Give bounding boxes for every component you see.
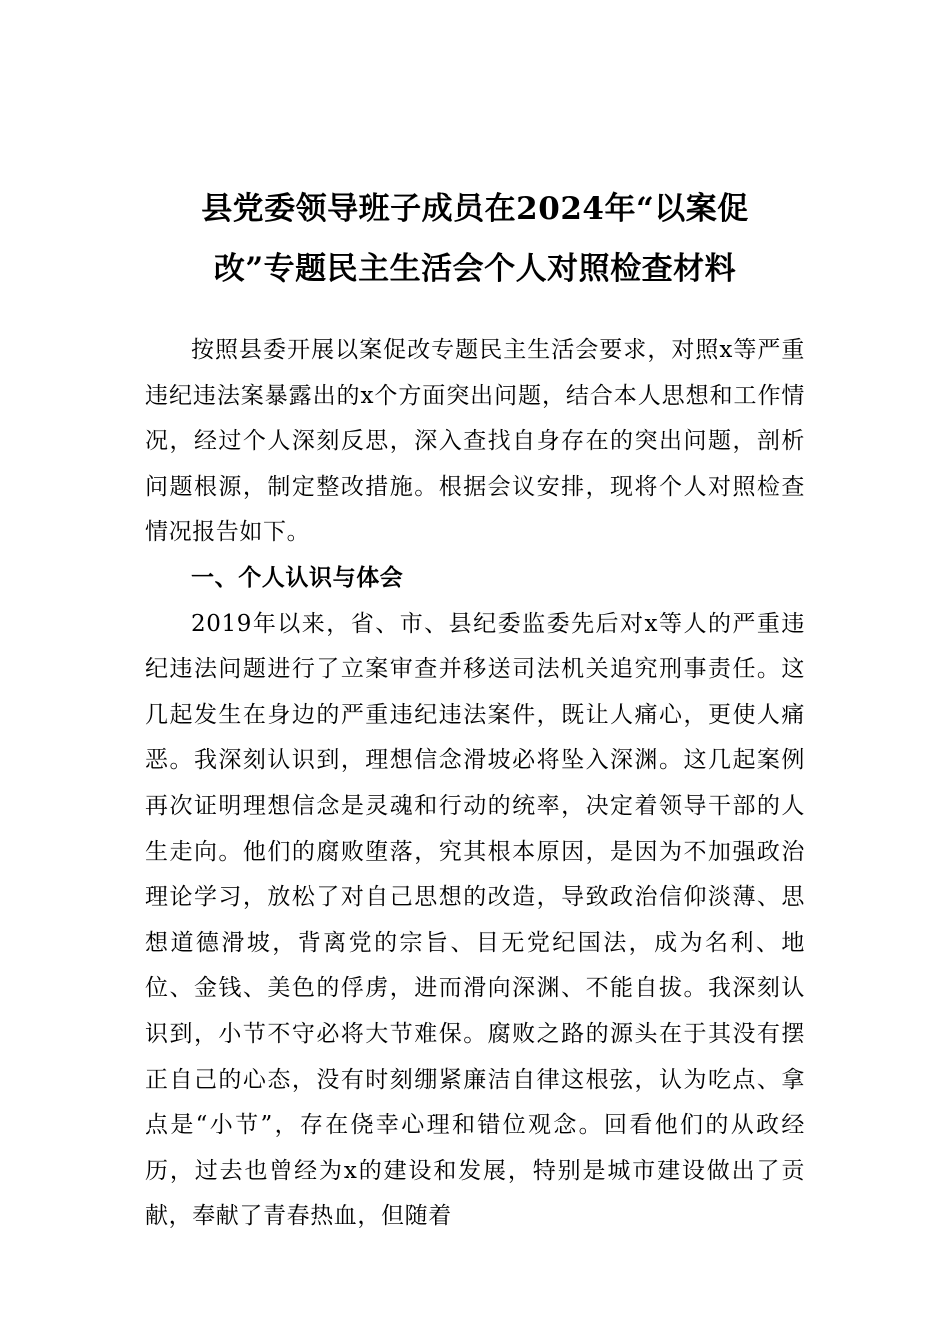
section-heading-1: 一、个人认识与体会 xyxy=(191,564,404,591)
title-line-2: 改”专题民主生活会个人对照检查材料 xyxy=(213,250,737,287)
intro-paragraph: 按照县委开展以案促改专题民主生活会要求，对照x等严重违纪违法案暴露出的x个方面突出问题，结合本人思想和工作情况，经过个人深刻反思，深入查找自身存在的突出问题，剖析问题根源，制定整改措施。根据会议安排，现将个人对照检查情况报告如下。 xyxy=(145,337,805,546)
section-1-paragraph: 2019年以来，省、市、县纪委监委先后对x等人的严重违纪违法问题进行了立案审查并移送司法机关追究刑事责任。这几起发生在身边的严重违纪违法案件，既让人痛心，更使人痛恶。我深刻认识到，理想信念滑坡必将坠入深渊。这几起案例再次证明理想信念是灵魂和行动的统率，决定着领导干部的人生走向。他们的腐败堕落，究其根本原因，是因为不加强政治理论学习，放松了对自己思想的改造，导致政治信仰淡薄、思想道德滑坡，背离党的宗旨、目无党纪国法，成为名利、地位、金钱、美色的俘虏，进而滑向深渊、不能自拔。我深刻认识到，小节不守必将大节难保。腐败之路的源头在于其没有摆正自己的心态，没有时刻绷紧廉洁自律这根弦，认为吃点、拿点是“小节”，存在侥幸心理和错位观念。回看他们的从政经历，过去也曾经为x的建设和发展，特别是城市建设做出了贡献，奉献了青春热血，但随着 xyxy=(145,610,805,1230)
document-body xyxy=(145,328,805,1240)
title-line-1: 县党委领导班子成员在2024年“以案促 xyxy=(201,190,749,227)
document-title xyxy=(120,179,830,299)
